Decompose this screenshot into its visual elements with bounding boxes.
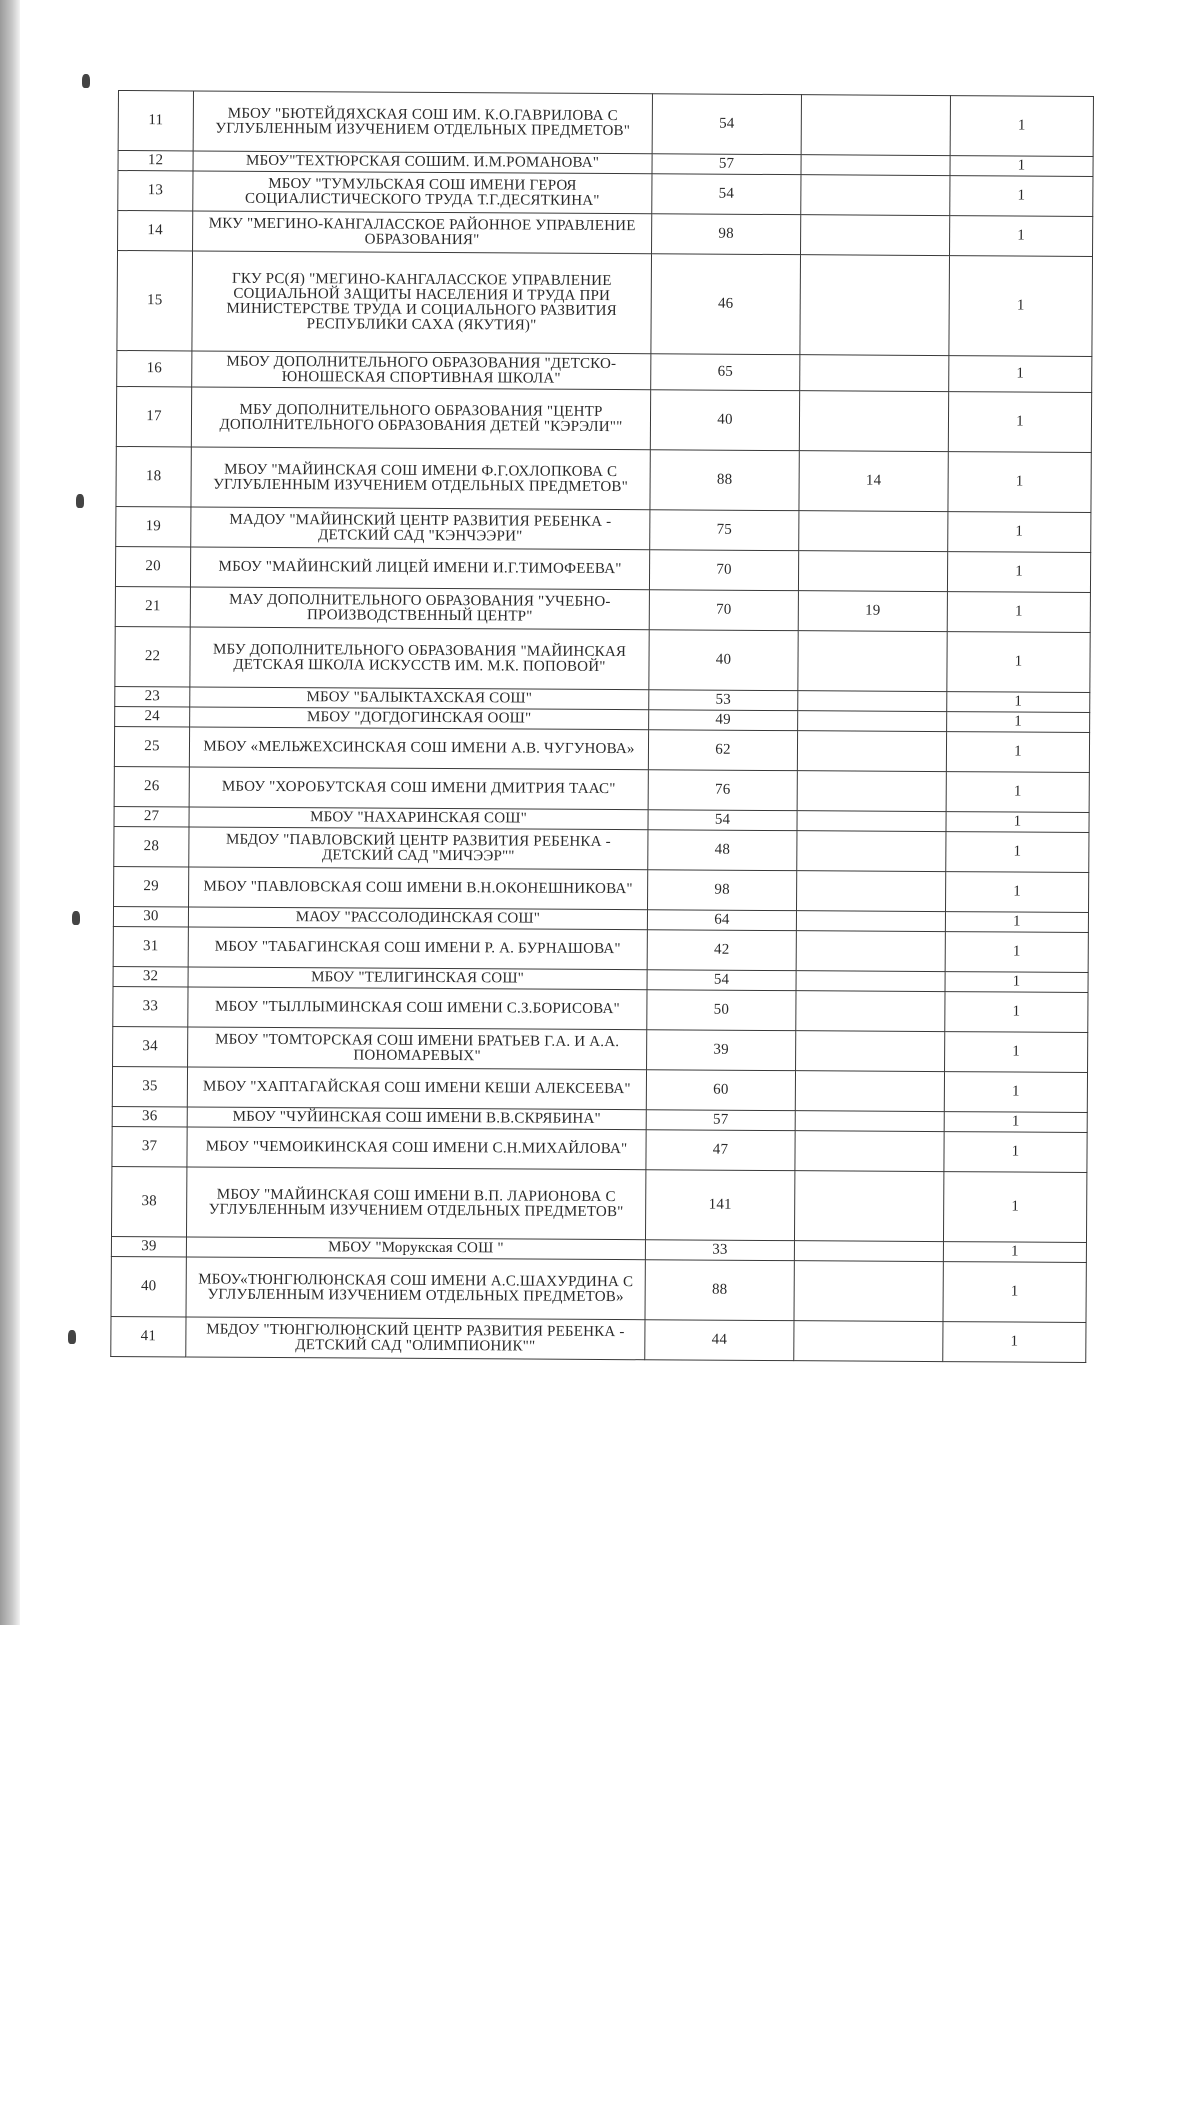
extra-count-cell	[797, 771, 946, 812]
row-number-cell: 24	[115, 706, 190, 726]
extra-count-cell	[801, 215, 950, 256]
row-number-cell: 11	[118, 91, 193, 151]
table-row	[111, 1256, 1086, 1322]
flag-cell: 1	[943, 1322, 1086, 1363]
organization-name-cell: МБОУ "ХОРОБУТСКАЯ СОШ ИМЕНИ ДМИТРИЯ ТААС"	[189, 767, 648, 810]
table-row	[116, 386, 1091, 452]
row-number-cell: 28	[114, 826, 189, 866]
document-page	[110, 90, 1048, 1363]
flag-cell: 1	[943, 1262, 1086, 1323]
organization-name-cell: МБОУ "ТЕЛИГИНСКАЯ СОШ"	[188, 967, 647, 990]
count-cell: 44	[645, 1320, 794, 1361]
count-cell: 49	[649, 710, 798, 731]
flag-cell: 1	[945, 872, 1088, 913]
row-number-cell: 30	[113, 906, 188, 926]
row-number-cell: 40	[111, 1256, 186, 1316]
flag-cell: 1	[944, 1072, 1087, 1113]
table-row	[114, 866, 1089, 912]
flag-cell: 1	[947, 552, 1090, 593]
flag-cell: 1	[946, 812, 1089, 833]
organization-name-cell: МБОУ "ТАБАГИНСКАЯ СОШ ИМЕНИ Р. А. БУРНАШОВА"	[188, 927, 647, 970]
extra-count-cell	[797, 731, 946, 772]
organization-name-cell: МБОУ "ДОГДОГИНСКАЯ ООШ"	[190, 707, 649, 730]
extra-count-cell	[797, 831, 946, 872]
scan-speck	[76, 494, 84, 508]
extra-count-cell	[798, 711, 947, 732]
flag-cell: 1	[946, 772, 1089, 813]
organization-name-cell: МБДОУ "ПАВЛОВСКИЙ ЦЕНТР РАЗВИТИЯ РЕБЕНКА - ДЕТСКИЙ САД "МИЧЭЭР""	[189, 827, 648, 870]
row-number-cell: 13	[118, 171, 193, 211]
table-row	[114, 726, 1089, 772]
row-number-cell: 38	[111, 1166, 186, 1236]
extra-count-cell	[799, 511, 948, 552]
flag-cell: 1	[949, 356, 1092, 393]
count-cell: 40	[649, 630, 798, 691]
count-cell: 57	[652, 154, 801, 175]
extra-count-cell: 19	[798, 591, 947, 632]
table-row	[115, 546, 1090, 592]
extra-count-cell	[799, 391, 948, 452]
extra-count-cell	[800, 255, 950, 356]
row-number-cell: 12	[118, 151, 193, 171]
flag-cell: 1	[945, 972, 1088, 993]
extra-count-cell	[795, 1071, 944, 1112]
organization-name-cell: МБОУ "ТОМТОРСКАЯ СОШ ИМЕНИ БРАТЬЕВ Г.А. И А.А. ПОНОМАРЕВЫХ"	[188, 1027, 647, 1070]
organization-name-cell: МБОУ "МАЙИНСКИЙ ЛИЦЕЙ ИМЕНИ И.Г.ТИМОФЕЕВА"	[190, 547, 649, 590]
flag-cell: 1	[948, 512, 1091, 553]
extra-count-cell	[798, 551, 947, 592]
row-number-cell: 21	[115, 586, 190, 626]
row-number-cell: 31	[113, 926, 188, 966]
extra-count-cell	[796, 911, 945, 932]
count-cell: 53	[649, 690, 798, 711]
extra-count-cell: 14	[799, 451, 948, 512]
row-number-cell: 29	[114, 866, 189, 906]
count-cell: 54	[647, 970, 796, 991]
row-number-cell: 15	[117, 251, 193, 351]
table-row	[111, 1166, 1086, 1242]
row-number-cell: 34	[113, 1026, 188, 1066]
flag-cell: 1	[945, 912, 1088, 933]
table-row	[112, 1066, 1087, 1112]
count-cell: 47	[646, 1130, 795, 1171]
count-cell: 39	[647, 1030, 796, 1071]
table-row	[117, 350, 1092, 392]
row-number-cell: 14	[118, 211, 193, 251]
extra-count-cell	[796, 871, 945, 912]
flag-cell: 1	[950, 216, 1093, 257]
table-row	[115, 586, 1090, 632]
count-cell: 60	[646, 1070, 795, 1111]
count-cell: 75	[650, 510, 799, 551]
row-number-cell: 37	[112, 1126, 187, 1166]
count-cell: 98	[652, 214, 801, 255]
flag-cell: 1	[946, 832, 1089, 873]
flag-cell: 1	[943, 1242, 1086, 1263]
extra-count-cell	[801, 175, 950, 216]
organization-name-cell: МБОУ «МЕЛЬЖЕХСИНСКАЯ СОШ ИМЕНИ А.В. ЧУГУНОВА»	[189, 727, 648, 770]
flag-cell: 1	[944, 1132, 1087, 1173]
organization-name-cell: МБОУ "БАЛЫКТАХСКАЯ СОШ"	[190, 687, 649, 710]
organization-name-cell: МБОУ ДОПОЛНИТЕЛЬНОГО ОБРАЗОВАНИЯ "ДЕТСКО-ЮНОШЕСКАЯ СПОРТИВНАЯ ШКОЛА"	[192, 351, 651, 390]
table-row	[114, 766, 1089, 812]
extra-count-cell	[796, 1031, 945, 1072]
flag-cell: 1	[947, 592, 1090, 633]
extra-count-cell	[801, 155, 950, 176]
row-number-cell: 27	[114, 806, 189, 826]
table-row	[118, 211, 1093, 257]
flag-cell: 1	[945, 1032, 1088, 1073]
extra-count-cell	[798, 631, 947, 692]
count-cell: 42	[647, 930, 796, 971]
extra-count-cell	[794, 1261, 943, 1322]
row-number-cell: 39	[111, 1236, 186, 1256]
scan-speck	[72, 911, 80, 925]
row-number-cell: 26	[114, 766, 189, 806]
count-cell: 76	[648, 770, 797, 811]
row-number-cell: 18	[116, 446, 191, 506]
row-number-cell: 35	[112, 1066, 187, 1106]
organization-name-cell: МАУ ДОПОЛНИТЕЛЬНОГО ОБРАЗОВАНИЯ "УЧЕБНО-ПРОИЗВОДСТВЕННЫЙ ЦЕНТР"	[190, 587, 649, 630]
organization-name-cell: МБОУ "Морукская СОШ "	[186, 1237, 645, 1260]
organization-name-cell: МБУ ДОПОЛНИТЕЛЬНОГО ОБРАЗОВАНИЯ "ЦЕНТР ДОПОЛНИТЕЛЬНОГО ОБРАЗОВАНИЯ ДЕТЕЙ "КЭРЭЛИ""	[191, 387, 650, 450]
flag-cell: 1	[947, 712, 1090, 733]
flag-cell: 1	[950, 96, 1093, 157]
count-cell: 65	[651, 354, 800, 391]
count-cell: 98	[648, 870, 797, 911]
organization-name-cell: МБОУ "МАЙИНСКАЯ СОШ ИМЕНИ Ф.Г.ОХЛОПКОВА С УГЛУБЛЕННЫМ ИЗУЧЕНИЕМ ОТДЕЛЬНЫХ ПРЕДМЕТОВ"	[191, 447, 650, 510]
organization-name-cell: МБОУ "ТЫЛЛЫМИНСКАЯ СОШ ИМЕНИ С.З.БОРИСОВА"	[188, 987, 647, 1030]
count-cell: 88	[650, 450, 799, 511]
row-number-cell: 25	[114, 726, 189, 766]
organization-name-cell: МБДОУ "ТЮНГЮЛЮНСКИЙ ЦЕНТР РАЗВИТИЯ РЕБЕНКА - ДЕТСКИЙ САД "ОЛИМПИОНИК""	[186, 1317, 645, 1360]
flag-cell: 1	[947, 692, 1090, 713]
count-cell: 141	[645, 1170, 794, 1241]
extra-count-cell	[801, 95, 950, 156]
table-row	[116, 446, 1091, 512]
scan-speck	[82, 74, 90, 88]
flag-cell: 1	[950, 156, 1093, 177]
extra-count-cell	[794, 1321, 943, 1362]
flag-cell: 1	[946, 732, 1089, 773]
row-number-cell: 16	[117, 350, 192, 386]
organization-name-cell: МБУ ДОПОЛНИТЕЛЬНОГО ОБРАЗОВАНИЯ "МАЙИНСКАЯ ДЕТСКАЯ ШКОЛА ИСКУССТВ ИМ. М.К. ПОПОВОЙ"	[190, 627, 649, 690]
flag-cell: 1	[943, 1172, 1086, 1243]
organization-name-cell: МБОУ "ХАПТАГАЙСКАЯ СОШ ИМЕНИ КЕШИ АЛЕКСЕЕВА"	[187, 1067, 646, 1110]
count-cell: 62	[648, 730, 797, 771]
flag-cell: 1	[945, 932, 1088, 973]
count-cell: 64	[647, 910, 796, 931]
flag-cell: 1	[945, 992, 1088, 1033]
table-body	[111, 91, 1094, 1363]
extra-count-cell	[800, 355, 949, 392]
organization-name-cell: МБОУ«ТЮНГЮЛЮНСКАЯ СОШ ИМЕНИ А.С.ШАХУРДИНА С УГЛУБЛЕННЫМ ИЗУЧЕНИЕМ ОТДЕЛЬНЫХ ПРЕДМЕТОВ»	[186, 1257, 645, 1320]
table-row	[117, 251, 1093, 357]
row-number-cell: 17	[116, 386, 191, 446]
row-number-cell: 41	[111, 1316, 186, 1356]
organization-name-cell: МБОУ "ТУМУЛЬСКАЯ СОШ ИМЕНИ ГЕРОЯ СОЦИАЛИСТИЧЕСКОГО ТРУДА Т.Г.ДЕСЯТКИНА"	[193, 171, 652, 214]
flag-cell: 1	[949, 256, 1093, 357]
table-row	[113, 926, 1088, 972]
count-cell: 40	[650, 390, 799, 451]
count-cell: 57	[646, 1110, 795, 1131]
row-number-cell: 22	[115, 626, 190, 686]
organization-name-cell: МБОУ "БЮТЕЙДЯХСКАЯ СОШ ИМ. К.О.ГАВРИЛОВА С УГЛУБЛЕННЫМ ИЗУЧЕНИЕМ ОТДЕЛЬНЫХ ПРЕДМЕТОВ"	[193, 91, 652, 154]
extra-count-cell	[794, 1171, 943, 1242]
count-cell: 54	[652, 174, 801, 215]
organizations-table	[110, 90, 1094, 1363]
table-row	[114, 826, 1089, 872]
table-row	[116, 506, 1091, 552]
count-cell: 33	[645, 1240, 794, 1261]
extra-count-cell	[795, 1111, 944, 1132]
count-cell: 70	[649, 590, 798, 631]
flag-cell: 1	[948, 392, 1091, 453]
extra-count-cell	[796, 971, 945, 992]
extra-count-cell	[794, 1241, 943, 1262]
organization-name-cell: ГКУ РС(Я) "МЕГИНО-КАНГАЛАССКОЕ УПРАВЛЕНИЕ СОЦИАЛЬНОЙ ЗАЩИТЫ НАСЕЛЕНИЯ И ТРУДА ПРИ МИНИСТЕРСТВЕ ТРУДА И СОЦИАЛЬНОГО РАЗВИТИЯ РЕСПУБЛИКИ САХА (ЯКУТИЯ)"	[192, 251, 652, 354]
count-cell: 46	[651, 254, 801, 355]
extra-count-cell	[797, 811, 946, 832]
flag-cell: 1	[948, 452, 1091, 513]
extra-count-cell	[795, 1131, 944, 1172]
row-number-cell: 32	[113, 966, 188, 986]
table-row	[112, 1126, 1087, 1172]
organization-name-cell: МБОУ"ТЕХТЮРСКАЯ СОШИМ. И.М.РОМАНОВА"	[193, 151, 652, 174]
table-row	[113, 1026, 1088, 1072]
row-number-cell: 19	[116, 506, 191, 546]
table-row	[118, 171, 1093, 217]
row-number-cell: 20	[115, 546, 190, 586]
organization-name-cell: МАОУ "РАССОЛОДИНСКАЯ СОШ"	[188, 907, 647, 930]
table-row	[115, 626, 1090, 692]
extra-count-cell	[796, 931, 945, 972]
scan-speck	[68, 1330, 76, 1344]
count-cell: 70	[649, 550, 798, 591]
row-number-cell: 23	[115, 686, 190, 706]
table-row	[111, 1316, 1086, 1362]
count-cell: 54	[648, 810, 797, 831]
table-row	[118, 91, 1093, 157]
row-number-cell: 33	[113, 986, 188, 1026]
organization-name-cell: МБОУ "ЧУЙИНСКАЯ СОШ ИМЕНИ В.В.СКРЯБИНА"	[187, 1107, 646, 1130]
count-cell: 88	[645, 1260, 794, 1321]
organization-name-cell: МКУ "МЕГИНО-КАНГАЛАССКОЕ РАЙОННОЕ УПРАВЛЕНИЕ ОБРАЗОВАНИЯ"	[193, 211, 652, 254]
scan-edge-shadow	[0, 0, 20, 1625]
extra-count-cell	[798, 691, 947, 712]
extra-count-cell	[796, 991, 945, 1032]
count-cell: 48	[648, 830, 797, 871]
organization-name-cell: МАДОУ "МАЙИНСКИЙ ЦЕНТР РАЗВИТИЯ РЕБЕНКА - ДЕТСКИЙ САД "КЭНЧЭЭРИ"	[191, 507, 650, 550]
count-cell: 50	[647, 990, 796, 1031]
flag-cell: 1	[950, 176, 1093, 217]
flag-cell: 1	[947, 632, 1090, 693]
row-number-cell: 36	[112, 1106, 187, 1126]
organization-name-cell: МБОУ "МАЙИНСКАЯ СОШ ИМЕНИ В.П. ЛАРИОНОВА С УГЛУБЛЕННЫМ ИЗУЧЕНИЕМ ОТДЕЛЬНЫХ ПРЕДМЕТОВ"	[186, 1167, 645, 1240]
flag-cell: 1	[944, 1112, 1087, 1133]
count-cell: 54	[652, 94, 801, 155]
organization-name-cell: МБОУ "ПАВЛОВСКАЯ СОШ ИМЕНИ В.Н.ОКОНЕШНИКОВА"	[189, 867, 648, 910]
table-row	[113, 986, 1088, 1032]
organization-name-cell: МБОУ "ЧЕМОИКИНСКАЯ СОШ ИМЕНИ С.Н.МИХАЙЛОВА"	[187, 1127, 646, 1170]
organization-name-cell: МБОУ "НАХАРИНСКАЯ СОШ"	[189, 807, 648, 830]
